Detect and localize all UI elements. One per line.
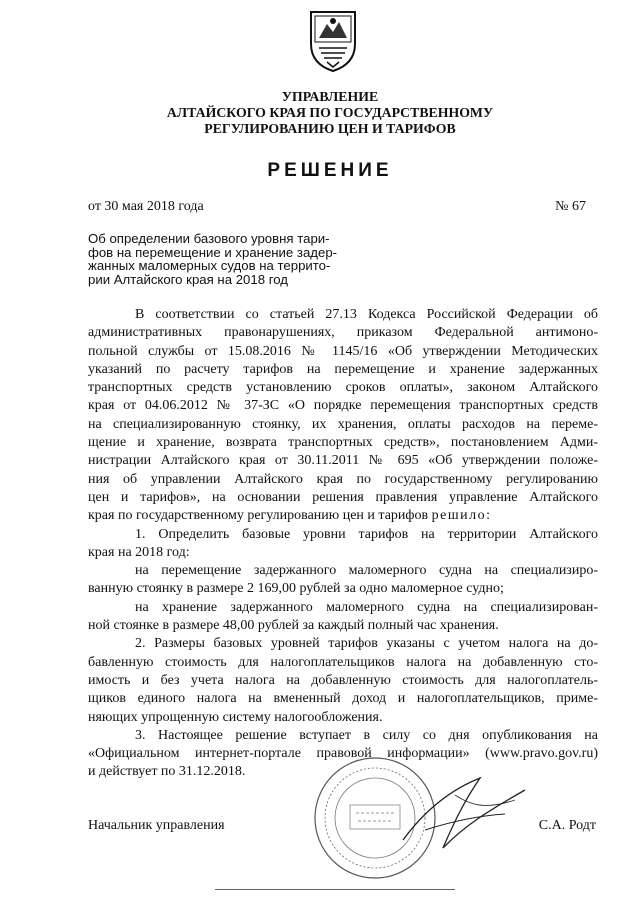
body-line: транспортных средств установлению сроков оплаты», законом Алтайского xyxy=(88,380,598,396)
body-line: ной стоянке в размере 48,00 рублей за каждый полный час хранения. xyxy=(88,618,499,634)
body-line: «Официальном интернет-портале правовой информации» (www.pravo.gov.ru) xyxy=(88,746,598,762)
scan-artifact-divider xyxy=(215,889,455,890)
body-line: 3. Настоящее решение вступает в силу со дня опубликования на xyxy=(135,727,598,743)
body-line: ния об управлении Алтайского края по государственному регулированию xyxy=(88,471,598,487)
body-line: 2. Размеры базовых уровней тарифов указаны с учетом налога на до- xyxy=(135,636,598,652)
org-line-2: АЛТАЙСКОГО КРАЯ ПО ГОСУДАРСТВЕННОМУ xyxy=(166,105,494,121)
body-line: няющих упрощенную систему налогообложения. xyxy=(88,709,383,725)
body-line: щение и хранение, возврата транспортных средств», постановлением Адми- xyxy=(88,435,598,451)
body-line: и действует по 31.12.2018. xyxy=(88,764,246,780)
organization-header xyxy=(40,89,620,138)
subject-line: Об определении базового уровня тари- xyxy=(88,231,330,246)
body-line: административных правонарушениях, приказом Федеральной антимоно- xyxy=(88,325,598,341)
body-line: нистрации Алтайского края от 30.11.2011 № 695 «Об утверждении положе- xyxy=(88,453,598,469)
body-line: ванную стоянку в размере 2 169,00 рублей за одно маломерное судно; xyxy=(88,581,504,597)
subject-line: жанных маломерных судов на террито- xyxy=(88,258,331,274)
body-line: бавленную стоимость для налогоплательщиков налога на добавленную сто- xyxy=(88,654,598,670)
document-subject xyxy=(88,232,358,286)
document-body xyxy=(88,306,598,782)
org-line-1: УПРАВЛЕНИЕ xyxy=(281,89,379,104)
signatory-position: Начальник управления xyxy=(88,818,225,833)
body-line: указаний по расчету тарифов на перемещение и хранение задержанных xyxy=(88,361,598,377)
body-line: на хранение задержанного маломерного судна на специализирован- xyxy=(135,599,598,615)
subject-line: фов на перемещение и хранение задер- xyxy=(88,244,338,260)
body-line: В соответствии со статьей 27.13 Кодекса Российской Федерации об xyxy=(135,307,598,322)
document-title: РЕШЕНИЕ xyxy=(267,160,393,181)
body-line: цен и тарифов», на основании решения правления управление Алтайского xyxy=(88,489,598,505)
body-line: на специализированную стоянку, их хранения, оплаты расходов на переме- xyxy=(88,416,598,432)
resolution-word: решило: xyxy=(431,508,492,524)
subject-line: рии Алтайского края на 2018 год xyxy=(88,271,288,287)
org-line-3: РЕГУЛИРОВАНИЮ ЦЕН И ТАРИФОВ xyxy=(204,121,456,137)
handwritten-signature-icon xyxy=(395,770,535,860)
signatory-name: С.А. Родт xyxy=(538,818,596,833)
body-line: 1. Определить базовые уровни тарифов на территории Алтайского xyxy=(135,526,598,542)
body-line: польной службы от 15.08.2016 № 1145/16 «Об утверждении Методических xyxy=(88,343,598,359)
body-line: края на 2018 год: xyxy=(88,544,190,560)
body-line: на перемещение задержанного маломерного судна на специализиро- xyxy=(135,563,598,579)
date-number-line xyxy=(88,199,586,215)
body-line xyxy=(88,507,598,525)
body-line: имость и без учета налога на добавленную стоимость для налогоплатель- xyxy=(88,672,598,688)
body-line: края от 04.06.2012 № 37-ЗС «О порядке перемещения транспортных средств xyxy=(88,398,598,414)
body-line: щиков единого налога на вмененный доход и налогоплательщиков, приме- xyxy=(88,691,598,707)
body-text: края по государственному регулированию цен и тарифов xyxy=(88,508,429,524)
document-date: от 30 мая 2018 года xyxy=(88,199,204,214)
document-number: № 67 xyxy=(555,199,586,214)
altai-coat-of-arms-icon xyxy=(307,8,359,74)
